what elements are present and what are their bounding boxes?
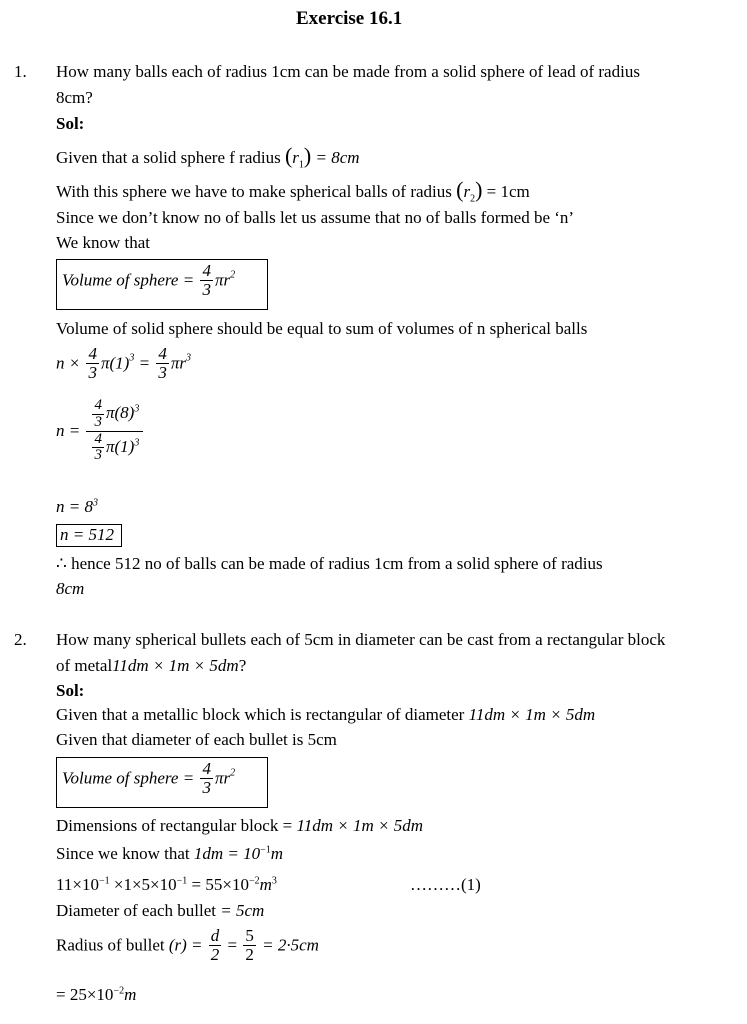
- q1-sol-label: Sol:: [56, 114, 85, 133]
- q2-given-diameter: Given that diameter of each bullet is 5cm: [56, 730, 337, 749]
- q1-conclusion-line2: 8cm: [56, 579, 85, 598]
- q2-radius-meters: = $25\times 10^{-2}m$: [56, 985, 137, 1004]
- q2-text-line2: of metal11dm × 1m × 5dm?: [56, 656, 247, 675]
- q2-since-know: Since we know that $1dm = 10^{-1}m$: [56, 844, 284, 863]
- q2-sol-label: Sol:: [56, 681, 85, 700]
- q2-number: 2.: [14, 630, 27, 649]
- q2-diameter-bullet: Diameter of each bullet = 5cm: [56, 901, 265, 920]
- q2-dimensions: Dimensions of rectangular block = 11dm × 1m × 5dm: [56, 816, 423, 835]
- q2-text-line1: How many spherical bullets each of 5cm in diameter can be cast from a rectangular block: [56, 630, 666, 649]
- q1-given-radius2: With this sphere we have to make spherical balls of radius $(r_2) = 1cm$: [56, 177, 530, 205]
- q1-text-line2: 8cm?: [56, 88, 93, 107]
- q1-equation-1: n × $\frac{4}{3}$ $\pi(1)^3$ = $\frac{4}{3}$ $\pi r^3$: [56, 344, 191, 382]
- q1-answer: n = 512: [60, 525, 114, 544]
- q1-text-line1: How many balls each of radius 1cm can be made from a solid sphere of lead of radius: [56, 62, 640, 81]
- q2-given-block: Given that a metallic block which is rectangular of diameter 11dm × 1m × 5dm: [56, 705, 596, 724]
- q1-assume-text: Since we don’t know no of balls let us assume that no of balls formed be ‘n’: [56, 208, 575, 227]
- q1-equal-sum-text: Volume of solid sphere should be equal to sum of volumes of n spherical balls: [56, 319, 588, 338]
- q1-formula: Volume of sphere = $\frac{4}{3}$ $\pi r^2$: [62, 261, 236, 299]
- q1-we-know: We know that: [56, 233, 150, 252]
- q2-equation-ref: ………(1): [410, 875, 481, 894]
- q2-formula: Volume of sphere = $\frac{4}{3}$ $\pi r^2$: [62, 759, 236, 797]
- q2-radius-bullet: Radius of bullet (r) = $\frac{d}{2}$ = $\frac{5}{2}$ = 2·5cm: [56, 926, 319, 964]
- q2-calculation: $11\times 10^{-1} \times 1\times 5\times 10^{-1} = 55\times 10^{-2}m^3$: [56, 875, 277, 894]
- q1-given-radius1: Given that a solid sphere f radius $(r_1) = 8cm$: [56, 143, 360, 171]
- q1-equation-2: n = $\frac{4}{3}$ $\pi(8)^3$ $\frac{4}{3}$ $\pi(1)^3$: [56, 398, 145, 464]
- page-title: Exercise 16.1: [296, 8, 403, 29]
- q1-equation-3: $n = 8^3$: [56, 497, 98, 516]
- q1-conclusion-line1: ∴ hence 512 no of balls can be made of radius 1cm from a solid sphere of radius: [56, 554, 603, 573]
- q1-number: 1.: [14, 62, 27, 81]
